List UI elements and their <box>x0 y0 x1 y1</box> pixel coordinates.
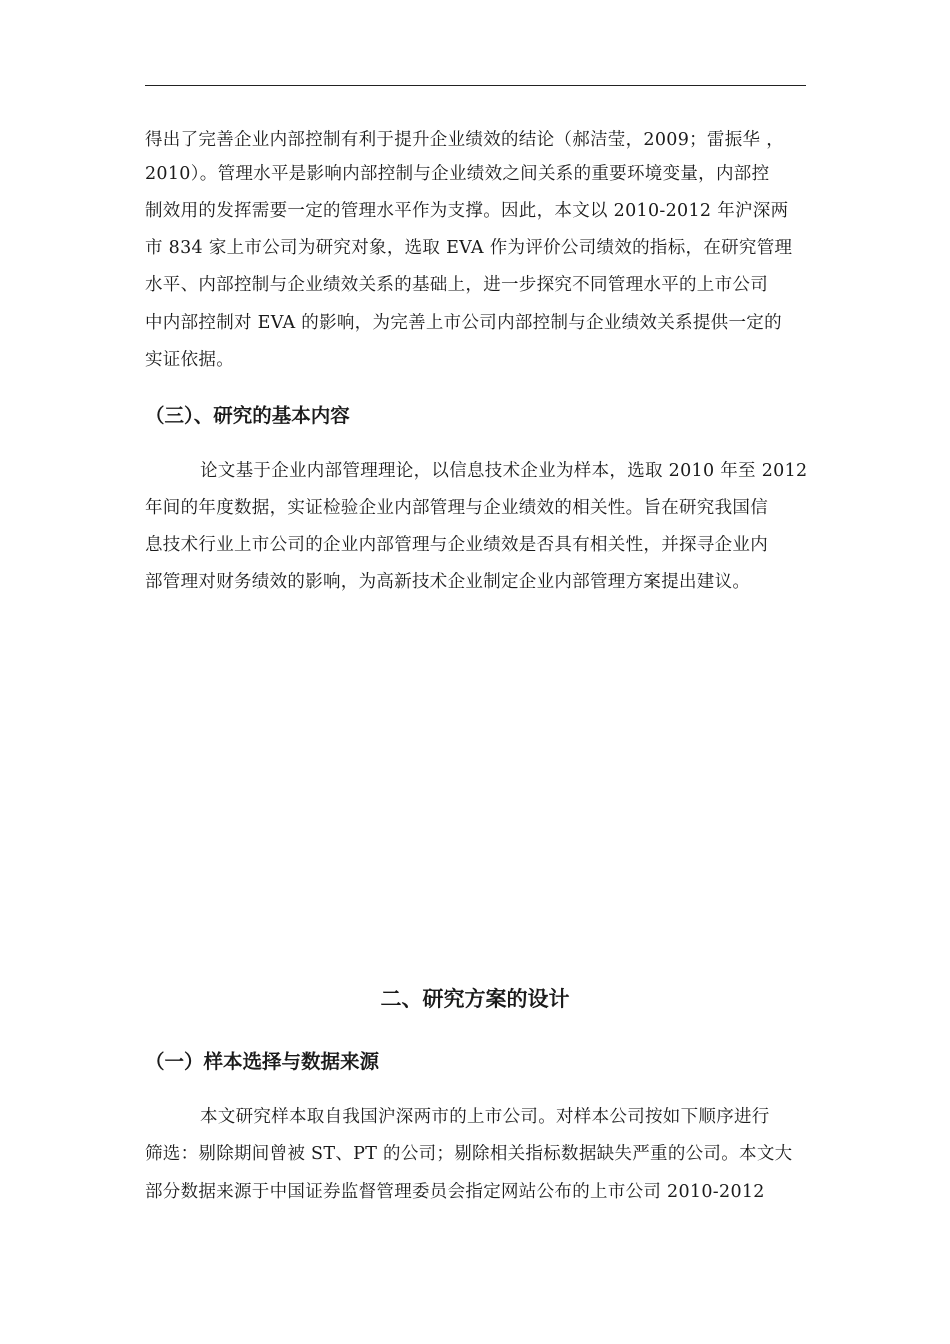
chapter-title: 二、研究方案的设计 <box>380 987 570 1011</box>
paragraph-line: 实证依据。 <box>145 350 234 370</box>
header-rule <box>145 85 806 86</box>
paragraph-line: 论文基于企业内部管理理论，以信息技术企业为样本，选取 2010 年至 2012 <box>200 461 808 481</box>
paragraph-line: 部管理对财务绩效的影响，为高新技术企业制定企业内部管理方案提出建议。 <box>145 572 751 592</box>
paragraph-line: 2010）。管理水平是影响内部控制与企业绩效之间关系的重要环境变量，内部控 <box>145 164 770 184</box>
paragraph-line: 市 834 家上市公司为研究对象，选取 EVA 作为评价公司绩效的指标，在研究管理 <box>145 238 793 258</box>
paragraph-line: 得出了完善企业内部控制有利于提升企业绩效的结论（郝洁莹，2009；雷振华 ， <box>145 130 784 150</box>
paragraph-line: 息技术行业上市公司的企业内部管理与企业绩效是否具有相关性，并探寻企业内 <box>145 535 768 555</box>
paragraph-line: 本文研究样本取自我国沪深两市的上市公司。对样本公司按如下顺序进行 <box>200 1107 770 1127</box>
paragraph-line: 年间的年度数据，实证检验企业内部管理与企业绩效的相关性。旨在研究我国信 <box>145 498 768 518</box>
section-heading: （一）样本选择与数据来源 <box>145 1050 380 1073</box>
paragraph-line: 中内部控制对 EVA 的影响，为完善上市公司内部控制与企业绩效关系提供一定的 <box>145 313 782 333</box>
paragraph-line: 水平、内部控制与企业绩效关系的基础上，进一步探究不同管理水平的上市公司 <box>145 275 768 295</box>
paragraph-line: 筛选：剔除期间曾被 ST、PT 的公司；剔除相关指标数据缺失严重的公司。本文大 <box>145 1144 793 1164</box>
paragraph-line: 制效用的发挥需要一定的管理水平作为支撑。因此，本文以 2010-2012 年沪深两 <box>145 201 789 221</box>
paragraph-line: 部分数据来源于中国证券监督管理委员会指定网站公布的上市公司 2010-2012 <box>145 1182 765 1202</box>
section-heading: （三）、研究的基本内容 <box>145 404 350 427</box>
